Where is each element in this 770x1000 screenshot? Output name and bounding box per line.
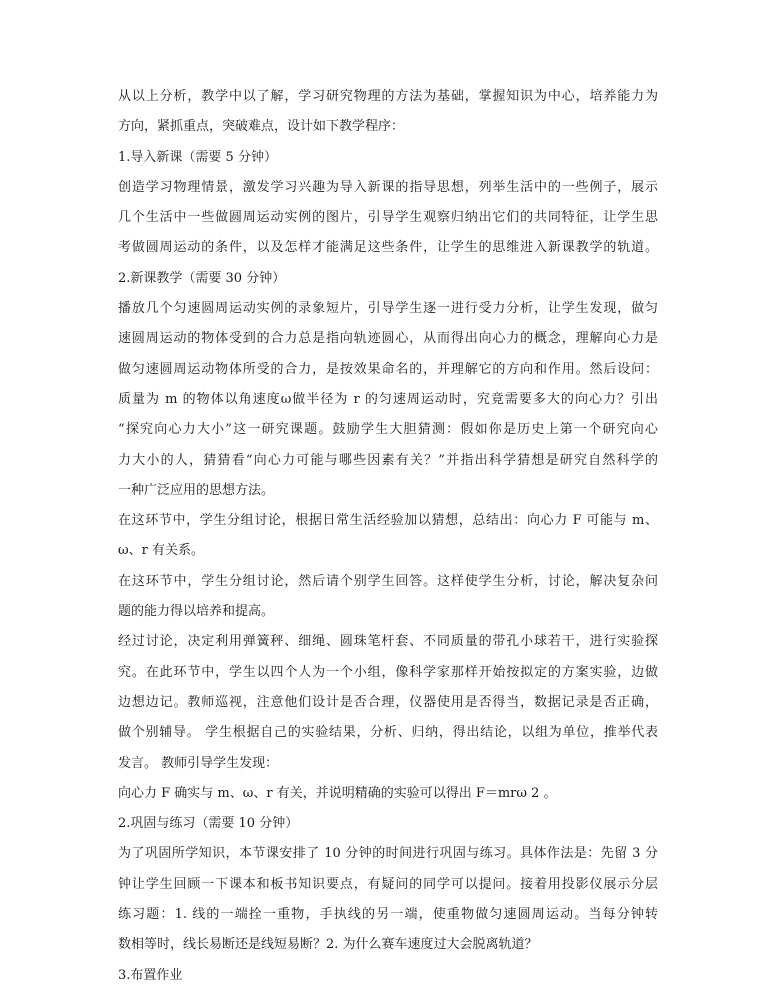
- text-line: 究。在此环节中，学生以四个人为一个小组，像科学家那样开始按拟定的方案实验，边做: [118, 664, 658, 680]
- text-line: 经过讨论，决定利用弹簧秤、细绳、圆珠笔杆套、不同质量的带孔小球若干，进行实验探: [118, 634, 658, 650]
- text-line: 做匀速圆周运动物体所受的合力，是按效果命名的，并理解它的方向和作用。然后设问：: [118, 361, 658, 377]
- text-line: 题的能力得以培养和提高。: [118, 604, 275, 620]
- text-line: 一种广泛应用的思想方法。: [118, 482, 275, 498]
- text-line: 速圆周运动的物体受到的合力总是指向轨迹圆心，从而得出向心力的概念，理解向心力是: [118, 331, 658, 347]
- text-line: 创造学习物理情景，激发学习兴趣为导入新课的指导思想，列举生活中的一些例子，展示: [118, 179, 658, 195]
- text-line: 向心力 F 确实与 m、ω、r 有关，并说明精确的实验可以得出 F＝mrω 2 。: [118, 785, 557, 801]
- text-line: 3.布置作业: [118, 967, 183, 983]
- text-line: 1.导入新课（需要 5 分钟）: [118, 149, 277, 165]
- text-line: 2.新课教学（需要 30 分钟）: [118, 270, 286, 286]
- text-line: 数相等时，线长易断还是线短易断？2. 为什么赛车速度过大会脱离轨道？: [118, 937, 538, 953]
- text-line: 为了巩固所学知识，本节课安排了 10 分钟的时间进行巩固与练习。具体作法是：先留 3 分: [118, 846, 658, 862]
- text-line: 钟让学生回顾一下课本和板书知识要点，有疑问的同学可以提问。接着用投影仪展示分层: [118, 876, 658, 892]
- text-line: 播放几个匀速圆周运动实例的录象短片，引导学生逐一进行受力分析，让学生发现，做匀: [118, 301, 658, 317]
- text-line: 考做圆周运动的条件，以及怎样才能满足这些条件，让学生的思维进入新课教学的轨道。: [118, 240, 658, 256]
- text-line: 2.巩固与练习（需要 10 分钟）: [118, 816, 299, 832]
- text-line: 力大小的人，猜猜看“向心力可能与哪些因素有关？”并指出科学猜想是研究自然科学的: [118, 452, 658, 468]
- text-line: 在这环节中，学生分组讨论，根据日常生活经验加以猜想，总结出：向心力 F 可能与 m、: [118, 513, 658, 529]
- text-line: 发言。 教师引导学生发现：: [118, 755, 279, 771]
- text-line: 边想边记。教师巡视，注意他们设计是否合理，仪器使用是否得当，数据记录是否正确，: [118, 694, 658, 710]
- text-line: 从以上分析，教学中以了解，学习研究物理的方法为基础，掌握知识为中心，培养能力为: [118, 89, 658, 104]
- document-page: [118, 82, 658, 991]
- text-line: 练习题：1. 线的一端拴一重物，手执线的另一端，使重物做匀速圆周运动。当每分钟转: [118, 907, 658, 923]
- text-line: 几个生活中一些做圆周运动实例的图片，引导学生观察归纳出它们的共同特征，让学生思: [118, 210, 658, 226]
- text-line: 在这环节中，学生分组讨论，然后请个别学生回答。这样使学生分析，讨论，解决复杂问: [118, 573, 658, 589]
- text-line: 方向，紧抓重点，突破难点，设计如下教学程序：: [118, 119, 405, 135]
- text-line: ω、r 有关系。: [118, 543, 204, 559]
- text-line: 做个别辅导。 学生根据自己的实验结果，分析、归纳，得出结论，以组为单位，推举代表: [118, 725, 658, 741]
- text-line: 质量为 m 的物体以角速度ω做半径为 r 的匀速周运动时，究竟需要多大的向心力？引出: [118, 391, 658, 407]
- text-line: “探究向心力大小”这一研究课题。鼓励学生大胆猜测：假如你是历史上第一个研究向心: [118, 422, 658, 438]
